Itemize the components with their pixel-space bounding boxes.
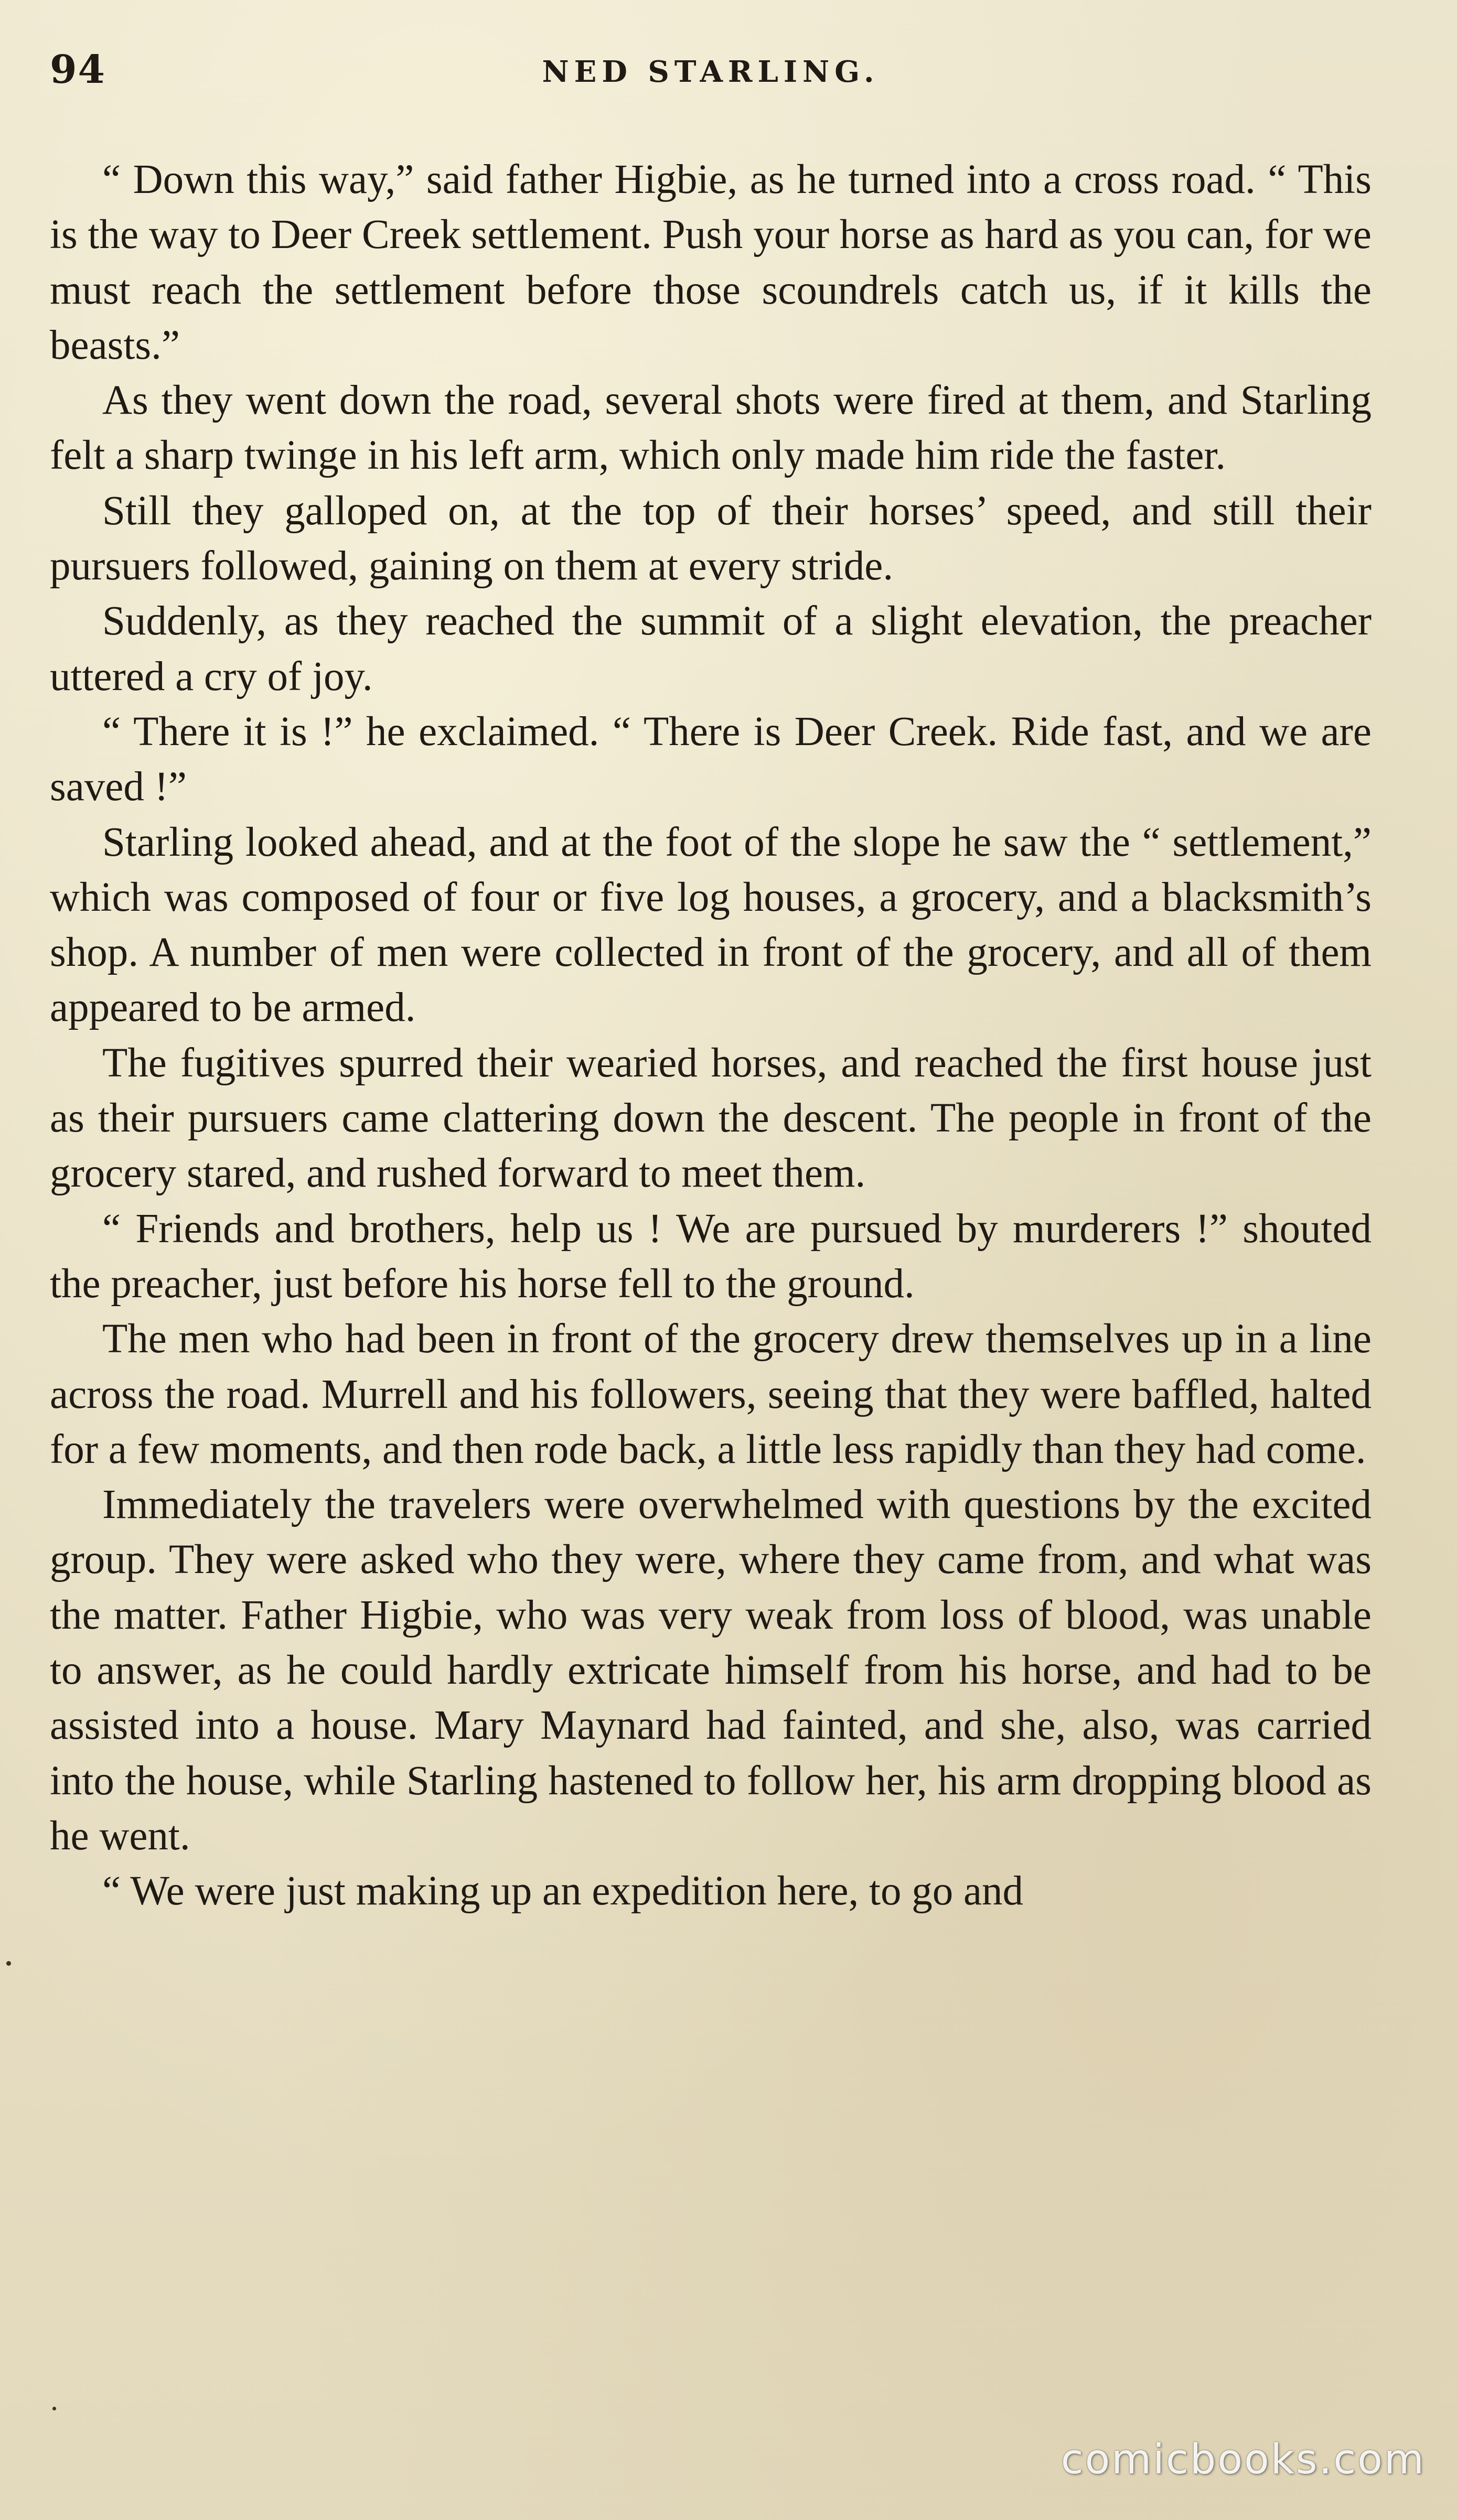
paragraph: Still they galloped on, at the top of their horses’ speed, and still their pursuers followed, gaining on them at every stride. [50, 488, 1372, 589]
paragraph: The men who had been in front of the grocery drew themselves up in a line across the road. Murrell and his followers, seeing that they were baffled, halted for a few moments, and then rode back, a little less rapidly than they had come. [50, 1316, 1372, 1472]
ink-speck [6, 1961, 11, 1966]
paragraph: “ There it is !” he exclaimed. “ There is Deer Creek. Ride fast, and we are saved !” [50, 708, 1372, 810]
watermark: comicbooks.com [1060, 2436, 1426, 2483]
paragraph: “ We were just making up an expedition here, to go and [102, 1868, 1024, 1914]
paragraph: The fugitives spurred their wearied horses, and reached the first house just as their pursuers came clattering down the descent. The people in front of the grocery stared, and rushed forward to meet them. [50, 1040, 1372, 1197]
page-header [50, 47, 1372, 105]
page-number: 94 [50, 47, 106, 92]
paragraph: Suddenly, as they reached the summit of a slight elevation, the preacher uttered a cry of joy. [50, 598, 1372, 699]
paragraph: “ Down this way,” said father Higbie, as he turned into a cross road. “ This is the way to Deer Creek settlement. Push your horse as hard as you can, for we must reach the settlement before those scoundrels catch us, if it kills the beasts.” [50, 157, 1372, 368]
paragraph: As they went down the road, several shots were fired at them, and Starling felt a sharp twinge in his left arm, which only made him ride the faster. [50, 378, 1372, 479]
ink-speck [52, 2407, 56, 2410]
paragraph: “ Friends and brothers, help us ! We are pursued by murderers !” shouted the preacher, just before his horse fell to the ground. [50, 1205, 1372, 1307]
running-title: NED STARLING. [542, 55, 880, 89]
paragraph: Starling looked ahead, and at the foot of the slope he saw the “ settlement,” which was composed of four or five log houses, a grocery, and a blacksmith’s shop. A number of men were collected in front of the grocery, and all of them appeared to be armed. [50, 819, 1372, 1031]
body-text [50, 152, 1372, 1919]
paragraph: Immediately the travelers were overwhelmed with questions by the excited group. They were asked who they were, where they came from, and what was the matter. Father Higbie, who was very weak from loss of blood, was unable to answer, as he could hardly extricate himself from his horse, and had to be assisted into a house. Mary Maynard had fainted, and she, also, was carried into the house, while Starling hastened to follow her, his arm dropping blood as he went. [50, 1482, 1372, 1859]
